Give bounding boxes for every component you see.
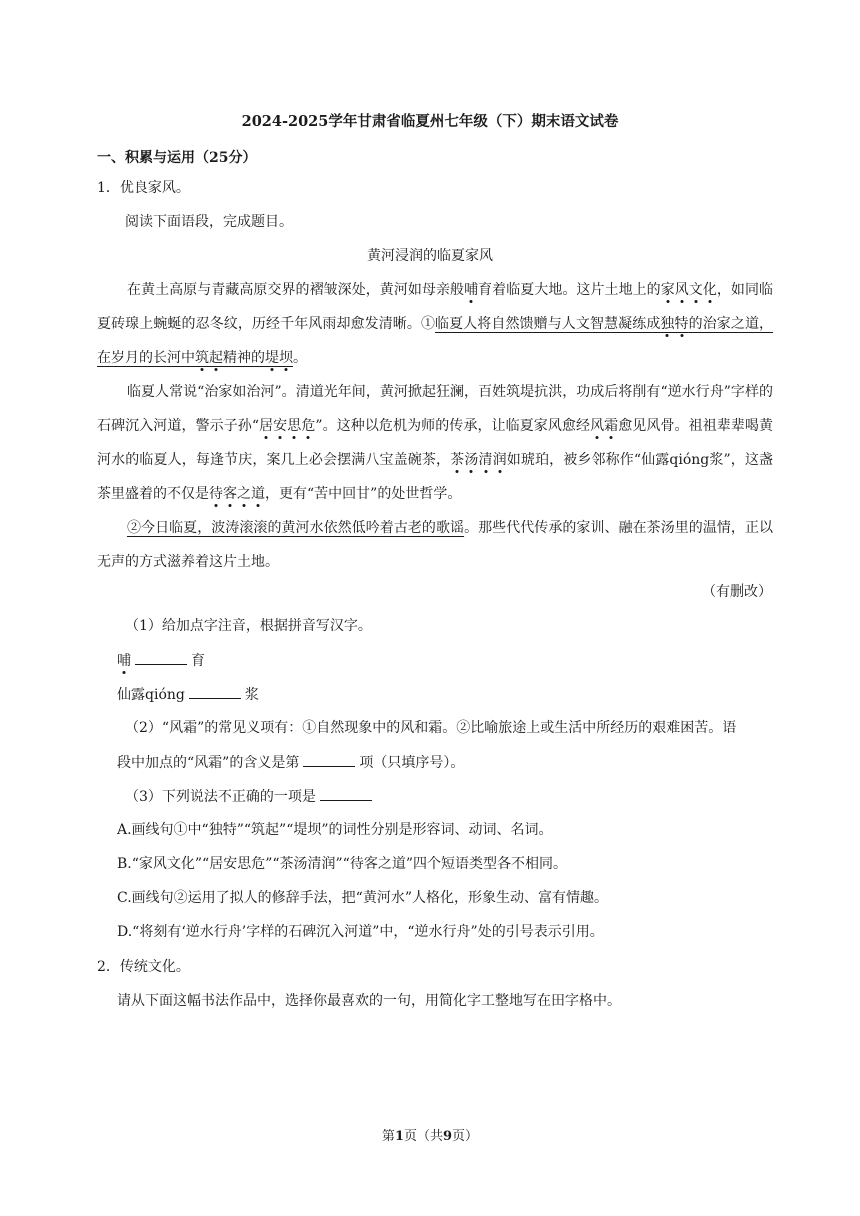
section-heading: 一、积累与运用（25分）: [97, 150, 257, 166]
underlined-sentence-2: ②今日临夏，波涛滚滚的黄河水依然低吟着古老的歌谣: [127, 520, 465, 536]
page-footer: 第1页（共9页）: [381, 1129, 479, 1144]
question-1-instruction: 阅读下面语段，完成题目。: [125, 214, 293, 230]
subquestion-2-line-2: 段中加点的“风霜”的含义是第 项（只填序号）。: [117, 752, 464, 773]
subquestion-2-line-1: （2）“风霜”的常见义项有：①自然现象中的风和霜。②比喻旅途上或生活中所经历的艰难困苦。语: [125, 720, 737, 736]
option-a: A.画线句①中“独特”“筑起”“堤坝”的词性分别是形容词、动词、名词。: [117, 822, 553, 838]
subquestion-1: （1）给加点字注音，根据拼音写汉字。: [125, 618, 372, 634]
exam-title: 2024-2025学年甘肃省临夏州七年级（下）期末语文试卷: [241, 113, 619, 130]
answer-blank[interactable]: [189, 684, 241, 699]
passage-paragraph-1: 在黄土高原与青藏高原交界的褶皱深处，黄河如母亲般哺育着临夏大地。这片土地上的家风文化，如同临夏砖瑔上蜿蜒的忍冬纹，历经千年风雨却愈发清晰。①临夏人将自然馈赠与人文智慧凝练成独特的治家之道，在岁月的长河中筑起精神的堤坝。: [97, 282, 774, 366]
subquestion-3: （3）下列说法不正确的一项是: [125, 786, 376, 807]
passage-title: 黄河浸润的临夏家风: [367, 248, 493, 264]
question-2-heading: 2．传统文化。: [97, 959, 190, 975]
question-2-instruction: 请从下面这幅书法作品中，选择你最喜欢的一句，用简化字工整地写在田字格中。: [117, 993, 621, 1009]
answer-blank[interactable]: [303, 752, 355, 767]
underlined-sentence-1: 临夏人将自然馈赠与人文智慧凝练成独特的治家之道，在岁月的长河中筑起精神的堤坝: [97, 316, 774, 366]
option-d: D.“将刻有‘逆水行舟’字样的石碑沉入河道”中，“逆水行舟”处的引号表示引用。: [117, 924, 604, 940]
answer-blank[interactable]: [135, 650, 187, 665]
passage-paragraph-3: ②今日临夏，波涛滚滚的黄河水依然低吟着古老的歌谣。那些代代传承的家训、融在茶汤里的温情，正以无声的方式滋养着这片土地。: [97, 520, 774, 570]
pinyin-item-2: 仙露qióng 浆: [117, 684, 259, 705]
option-c: C.画线句②运用了拟人的修辞手法，把“黄河水”人格化，形象生动、富有情趣。: [117, 890, 608, 906]
pinyin-item-1: 哺 育: [117, 650, 205, 671]
question-1-heading: 1．优良家风。: [97, 180, 190, 196]
source-note: （有删改）: [702, 584, 772, 600]
passage-paragraph-2: 临夏人常说“治家如治河”。清道光年间，黄河掀起狂澜，百姓筑堤抗洪，功成后将削有“逆水行舟”字样的石碑沉入河道，警示子孙“居安思危”。这种以危机为师的传承，让临夏家风愈经风霜愈见风骨。祖祖辈辈喝黄河水的临夏人，每逢节庆，案几上必会摆满八宝盖碗茶，茶汤清润如琥珀，被乡邻称作“仙露qióng浆”，这盏茶里盛着的不仅是待客之道，更有“苦中回甘”的处世哲学。: [97, 384, 774, 502]
answer-blank[interactable]: [320, 786, 372, 801]
option-b: B.“家风文化”“居安思危”“茶汤清润”“待客之道”四个短语类型各不相同。: [117, 856, 567, 872]
